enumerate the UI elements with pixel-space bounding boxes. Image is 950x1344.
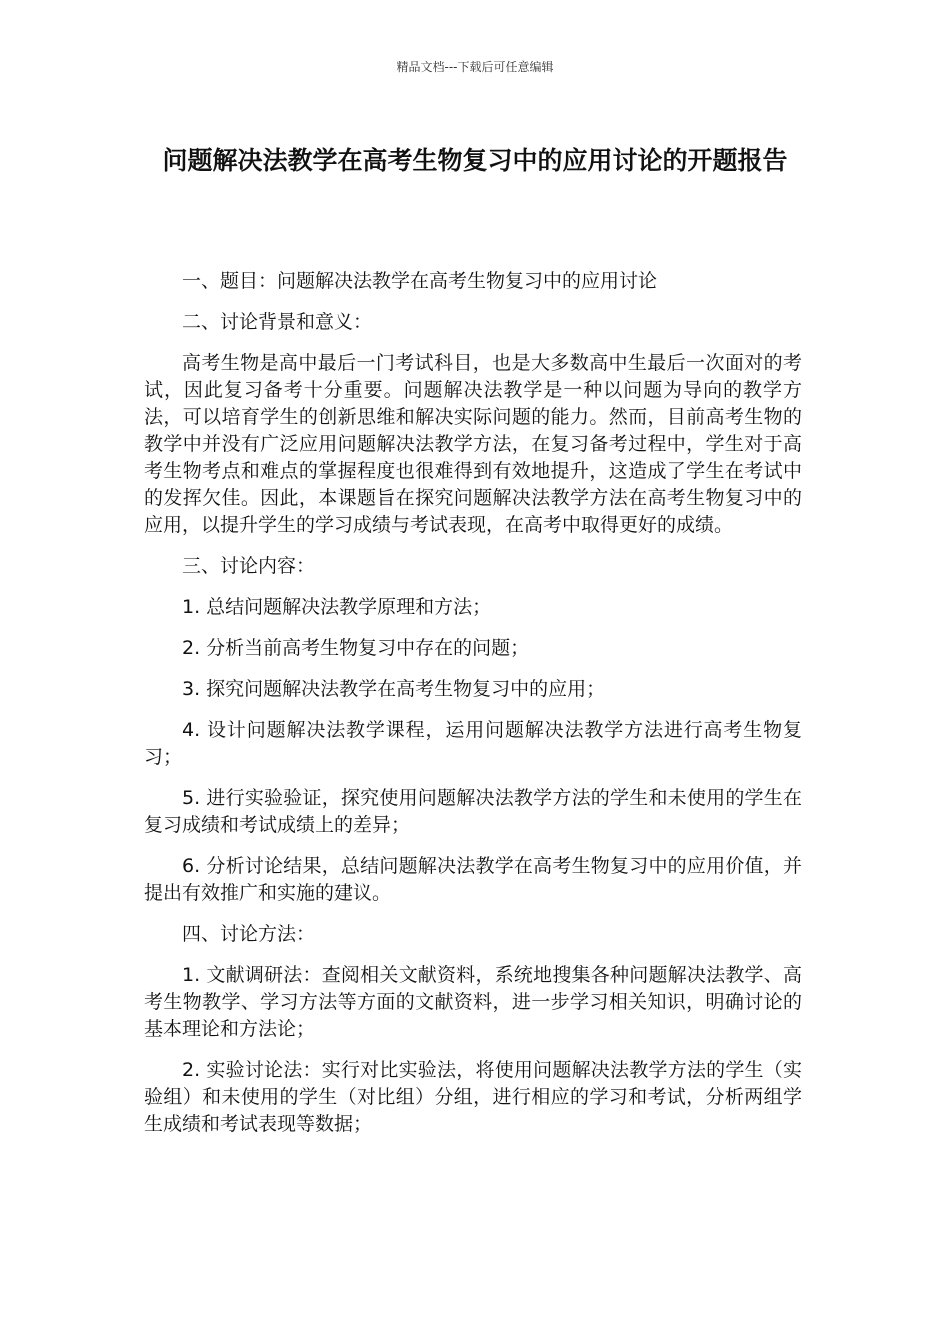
method-item-1: 1. 文献调研法：查阅相关文献资料，系统地搜集各种问题解决法教学、高考生物教学、学习方法等方面的文献资料，进一步学习相关知识，明确讨论的基本理论和方法论； xyxy=(144,964,802,1040)
document-body xyxy=(144,268,802,1152)
document-title: 问题解决法教学在高考生物复习中的应用讨论的开题报告 xyxy=(162,146,788,175)
content-item-5: 5. 进行实验验证，探究使用问题解决法教学方法的学生和未使用的学生在复习成绩和考试成绩上的差异； xyxy=(144,787,802,836)
header-note: 精品文档---下载后可任意编辑 xyxy=(396,60,554,74)
content-item-2: 2. 分析当前高考生物复习中存在的问题； xyxy=(182,637,530,659)
background-paragraph: 高考生物是高中最后一门考试科目，也是大多数高中生最后一次面对的考试，因此复习备考十分重要。问题解决法教学是一种以问题为导向的教学方法，可以培育学生的创新思维和解决实际问题的能力。然而，目前高考生物的教学中并没有广泛应用问题解决法教学方法，在复习备考过程中，学生对于高考生物考点和难点的掌握程度也很难得到有效地提升，这造成了学生在考试中的发挥欠佳。因此，本课题旨在探究问题解决法教学方法在高考生物复习中的应用，以提升学生的学习成绩与考试表现，在高考中取得更好的成绩。 xyxy=(144,352,802,536)
content-item-1: 1. 总结问题解决法教学原理和方法； xyxy=(182,596,492,618)
section-heading-background: 二、讨论背景和意义： xyxy=(182,311,373,333)
section-heading-content: 三、讨论内容： xyxy=(182,555,316,577)
content-item-4: 4. 设计问题解决法教学课程，运用问题解决法教学方法进行高考生物复习； xyxy=(144,719,802,768)
content-item-6: 6. 分析讨论结果，总结问题解决法教学在高考生物复习中的应用价值，并提出有效推广和实施的建议。 xyxy=(144,855,802,904)
section-heading-methods: 四、讨论方法： xyxy=(182,923,316,945)
section-heading-topic: 一、题目：问题解决法教学在高考生物复习中的应用讨论 xyxy=(182,270,658,292)
content-item-3: 3. 探究问题解决法教学在高考生物复习中的应用； xyxy=(182,678,606,700)
method-item-2: 2. 实验讨论法：实行对比实验法，将使用问题解决法教学方法的学生（实验组）和未使用的学生（对比组）分组，进行相应的学习和考试，分析两组学生成绩和考试表现等数据； xyxy=(144,1059,802,1135)
